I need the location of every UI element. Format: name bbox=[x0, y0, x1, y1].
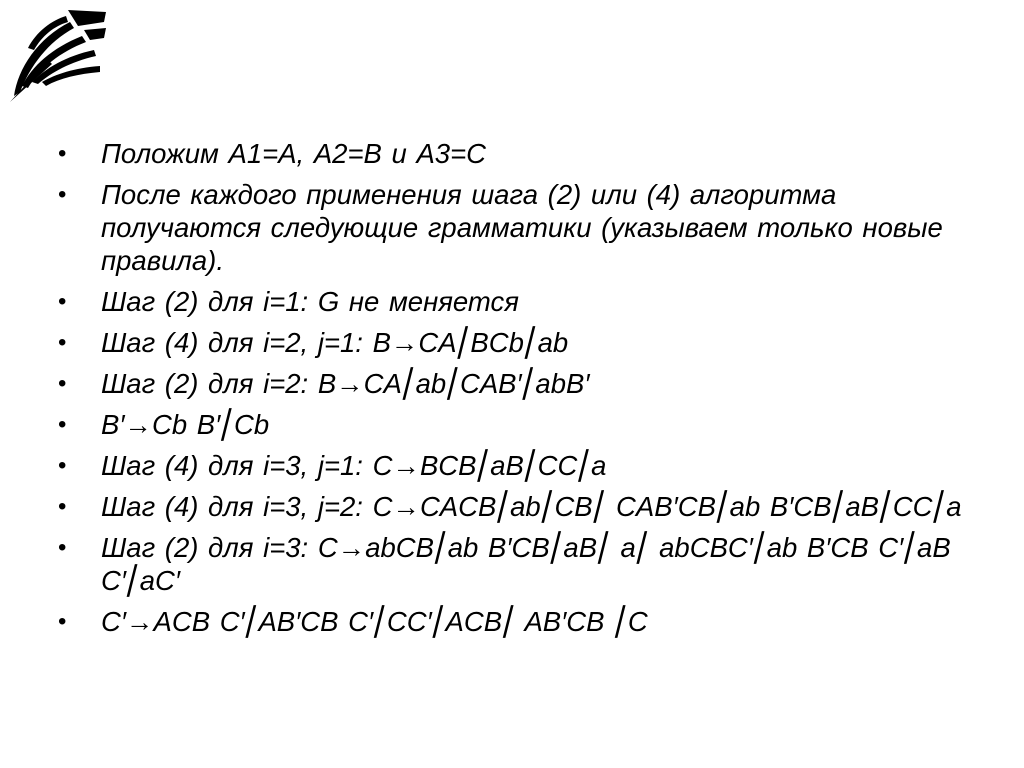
bullet-text: C′→ACB C′⎢AB′CB C′⎢CC′⎢ACB⎢ AB′CB ⎢C bbox=[101, 606, 648, 637]
list-item bbox=[58, 490, 978, 523]
bullet-text: Шаг (4) для i=3, j=1: C→BCB⎢aB⎢CC⎢a bbox=[101, 450, 607, 481]
bullet-dot: • bbox=[58, 493, 67, 520]
list-item bbox=[58, 408, 978, 441]
bullet-text: Шаг (2) для i=1: G не меняется bbox=[101, 286, 519, 317]
bullet-dot: • bbox=[58, 288, 67, 315]
list-item bbox=[58, 367, 978, 400]
bullet-text: Шаг (2) для i=2: B→CA⎢ab⎢CAB′⎢abB′ bbox=[101, 368, 590, 399]
list-item bbox=[58, 449, 978, 482]
bullet-text: Положим А1=A, А2=B и А3=C bbox=[101, 138, 487, 169]
bullet-text: Шаг (4) для i=2, j=1: B→CA⎢BCb⎢ab bbox=[101, 327, 569, 358]
bullet-dot: • bbox=[58, 329, 67, 356]
feather-logo-icon bbox=[8, 8, 108, 104]
bullet-dot: • bbox=[58, 608, 67, 635]
bullet-text: Шаг (4) для i=3, j=2: C→CACB⎢ab⎢CB⎢ CAB′CB⎢ab B′CB⎢aB⎢CC⎢a bbox=[101, 491, 962, 522]
list-item bbox=[58, 178, 978, 277]
bullet-dot: • bbox=[58, 452, 67, 479]
list-item bbox=[58, 605, 978, 638]
bullet-text: Шаг (2) для i=3: C→abCB⎢ab B′CB⎢aB⎢ a⎢ abCBC′⎢ab B′CB C′⎢aB C′⎢aC′ bbox=[101, 532, 951, 596]
list-item bbox=[58, 326, 978, 359]
bullet-list bbox=[58, 137, 978, 646]
bullet-dot: • bbox=[58, 534, 67, 561]
bullet-dot: • bbox=[58, 411, 67, 438]
list-item bbox=[58, 285, 978, 318]
list-item bbox=[58, 531, 978, 597]
bullet-dot: • bbox=[58, 370, 67, 397]
bullet-text: B′→Cb B′⎢Cb bbox=[101, 409, 270, 440]
bullet-text: После каждого применения шага (2) или (4) алгоритма получаются следующие грамматики (указываем только новые правила). bbox=[101, 179, 943, 276]
bullet-dot: • bbox=[58, 181, 67, 208]
list-item bbox=[58, 137, 978, 170]
bullet-dot: • bbox=[58, 140, 67, 167]
